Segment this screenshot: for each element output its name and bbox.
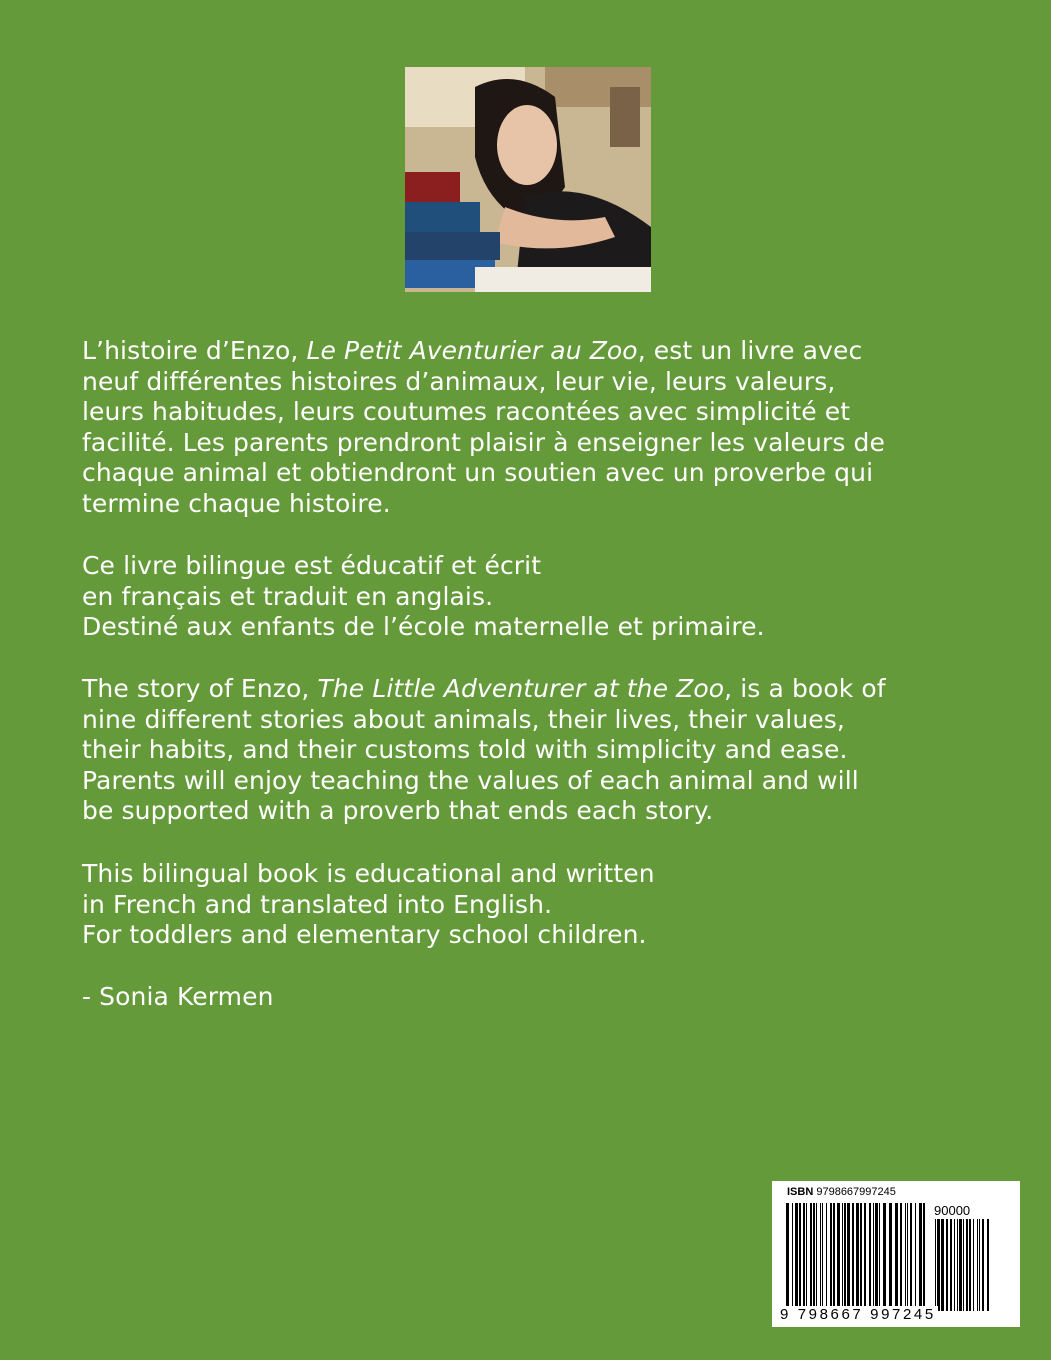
barcode-bar [795,1203,798,1311]
text-line: en français et traduit en anglais. [82,581,494,611]
barcode-bar [786,1203,789,1311]
barcode-bar [803,1203,805,1311]
barcode-bar [806,1203,807,1311]
barcode-bar [799,1203,801,1311]
barcode-addon-bars [935,1219,993,1311]
text-line: nine different stories about animals, their lives, their values, [82,704,845,734]
barcode-bar [957,1219,958,1311]
barcode-bar [941,1219,944,1311]
text-line: in French and translated into English. [82,889,553,919]
text-segment: The story of Enzo, [82,674,318,703]
text-line: For toddlers and elementary school children. [82,920,647,949]
book-title-french: Le Petit Aventurier au Zoo [306,336,638,365]
barcode-bar [847,1203,850,1311]
barcode-bar [946,1219,948,1311]
barcode-bar [837,1203,840,1311]
barcode-bar [816,1203,817,1311]
barcode-bar [810,1203,812,1311]
isbn-barcode [772,1181,1020,1327]
english-description-paragraph [82,674,982,827]
barcode-bar [822,1203,823,1311]
text-line: chaque animal et obtiendront un soutien avec un proverbe qui [82,458,874,487]
barcode-bar [792,1203,793,1311]
barcode-bar [910,1203,912,1311]
barcode-bar [856,1203,859,1311]
text-line: Ce livre bilingue est éducatif et écrit [82,551,542,580]
text-line: their habits, and their customs told with simplicity and ease. [82,735,848,764]
barcode-bar [987,1219,989,1311]
barcode-bar [830,1203,832,1311]
barcode-bar [879,1203,880,1311]
barcode-bar [905,1203,906,1311]
barcode-bar [966,1219,968,1311]
barcode-bars [786,1203,926,1311]
barcode-bar [979,1219,980,1311]
text-line [82,336,982,367]
barcode-bar [935,1219,936,1311]
barcode-bar [889,1203,892,1311]
barcode-bar [826,1203,827,1311]
price-code: 90000 [934,1203,971,1218]
barcode-bar [852,1203,854,1311]
isbn-header [787,1186,896,1198]
barcode-bar [959,1219,962,1311]
barcode-bar [954,1219,955,1311]
text-line: leurs habitudes, leurs coutumes racontées avec simplicité et [82,397,851,426]
barcode-bar [860,1203,862,1311]
isbn-human-readable: 9 798667 997245 [780,1306,936,1323]
text-line: termine chaque histoire. [82,488,391,518]
text-line: neuf différentes histoires d’animaux, leur vie, leurs valeurs, [82,366,836,396]
barcode-bar [895,1203,898,1311]
text-line: This bilingual book is educational and written [82,859,655,888]
barcode-bar [969,1219,971,1311]
barcode-bar [923,1203,925,1311]
french-audience-paragraph [82,551,982,643]
text-line: Parents will enjoy teaching the values of each animal and will [82,765,859,795]
barcode-bar [937,1219,940,1311]
barcode-bar [842,1203,843,1311]
barcode-bar [844,1203,846,1311]
text-line: facilité. Les parents prendront plaisir à enseigner les valeurs de [82,427,885,457]
text-segment: , is a book of [724,674,886,703]
barcode-bar [833,1203,835,1311]
barcode-bar [873,1203,874,1311]
barcode-bar [982,1219,984,1311]
barcode-bar [883,1203,886,1311]
barcode-bar [900,1203,902,1311]
text-segment: L’histoire d’Enzo, [82,336,307,365]
text-segment: , est un livre avec [637,336,863,365]
french-description-paragraph [82,336,982,519]
barcode-bar [813,1203,815,1311]
barcode-bar [864,1203,866,1311]
barcode-bar [950,1219,952,1311]
isbn-number: 9798667997245 [816,1186,896,1198]
barcode-bar [875,1203,878,1311]
author-photo [405,67,651,292]
barcode-bar [915,1203,916,1311]
barcode-bar [963,1219,964,1311]
barcode-bar [869,1203,871,1311]
barcode-bar [973,1219,974,1311]
barcode-bar [977,1219,978,1311]
barcode-bar [907,1203,908,1311]
text-line: be supported with a proverb that ends each story. [82,796,714,825]
barcode-bar [919,1203,922,1311]
text-line: Destiné aux enfants de l’école maternelle et primaire. [82,612,765,641]
author-signature: - Sonia Kermen [82,982,274,1011]
isbn-label: ISBN [787,1186,814,1198]
author-photo-image [405,67,651,292]
text-line [82,674,982,705]
barcode-bar [820,1203,821,1311]
book-title-english: The Little Adventurer at the Zoo [317,674,725,703]
english-audience-paragraph [82,859,982,951]
